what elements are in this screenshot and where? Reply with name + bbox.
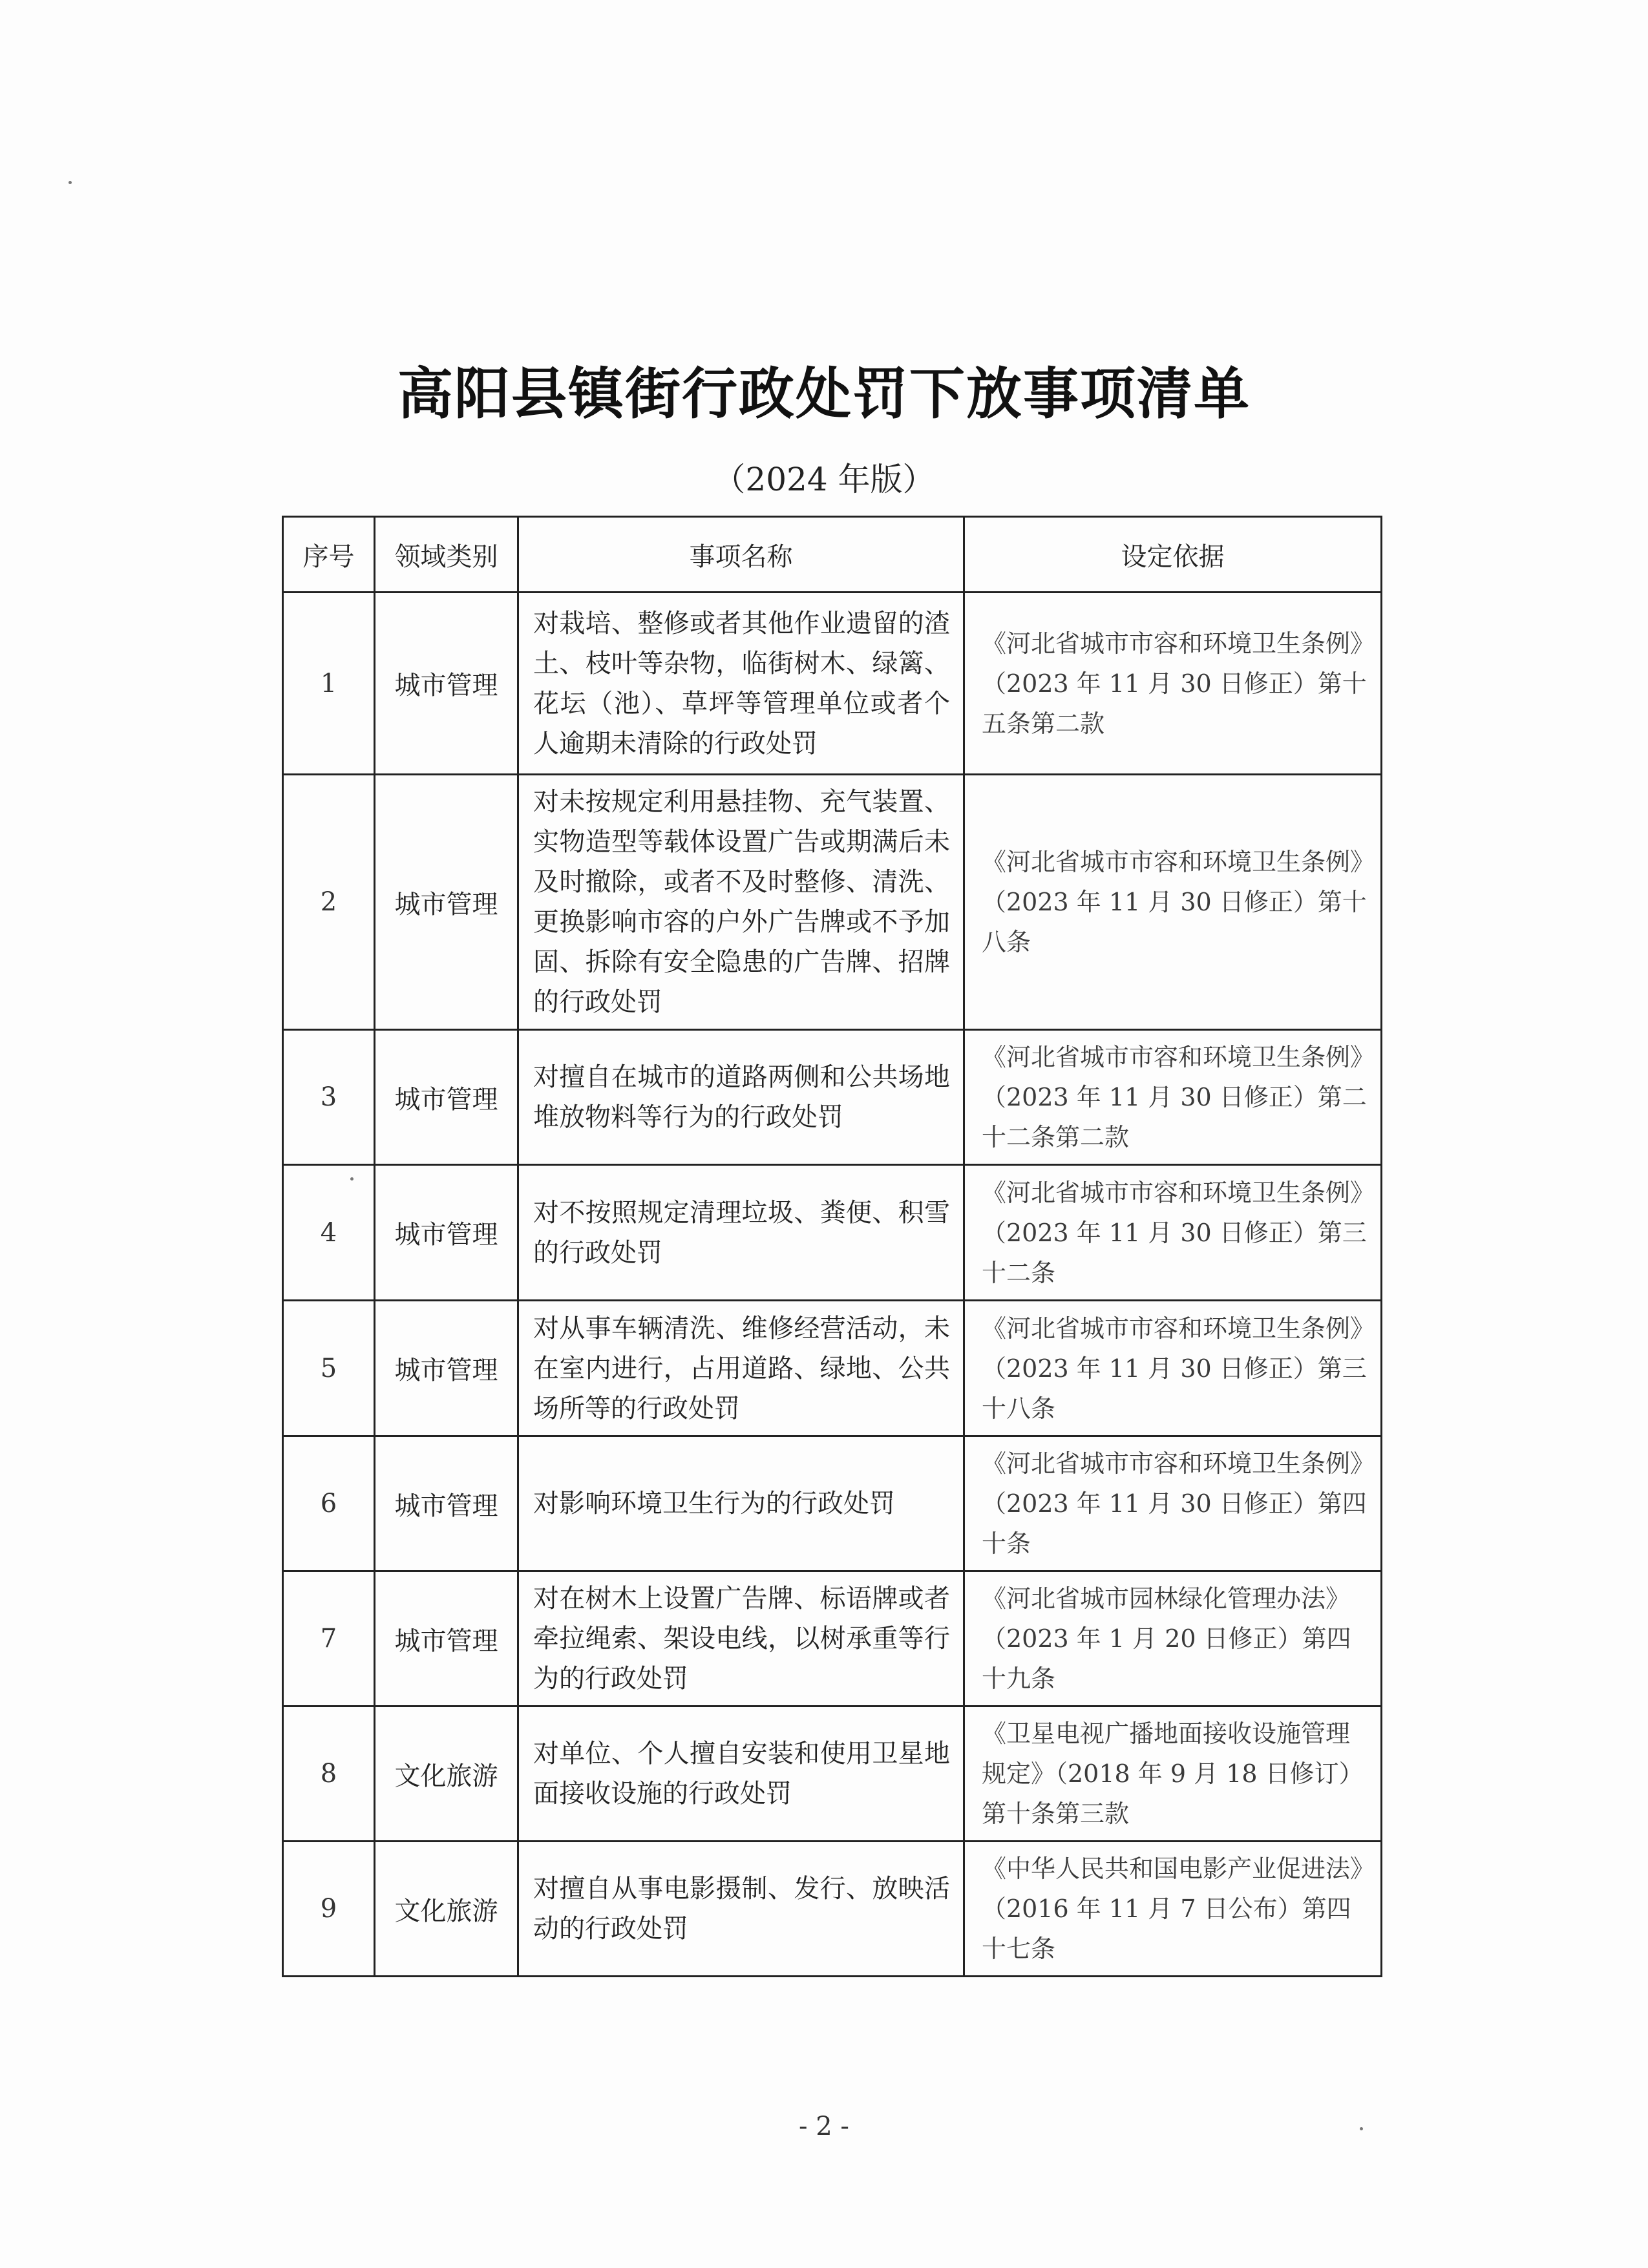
header-item: 事项名称	[518, 517, 964, 593]
row-no: 3	[283, 1030, 375, 1165]
table-row	[283, 1706, 1382, 1842]
table-row	[283, 1571, 1382, 1706]
row-no: 2	[283, 775, 375, 1030]
row-category: 城市管理	[375, 1165, 518, 1301]
row-no: 6	[283, 1436, 375, 1571]
table-header-row	[283, 517, 1382, 593]
row-no: 1	[283, 593, 375, 775]
row-basis: 《中华人民共和国电影产业促进法》（2016 年 11 月 7 日公布）第四十七条	[964, 1842, 1382, 1977]
header-category: 领域类别	[375, 517, 518, 593]
header-basis: 设定依据	[964, 517, 1382, 593]
table-row	[283, 1436, 1382, 1571]
row-no: 8	[283, 1706, 375, 1842]
row-no: 7	[283, 1571, 375, 1706]
row-no: 4	[283, 1165, 375, 1301]
table-row	[283, 593, 1382, 775]
table-row	[283, 1165, 1382, 1301]
row-item: 对栽培、整修或者其他作业遗留的渣土、枝叶等杂物，临街树木、绿篱、花坛（池）、草坪等管理单位或者个人逾期未清除的行政处罚	[518, 593, 964, 775]
table-row	[283, 1301, 1382, 1436]
scan-speck	[69, 181, 72, 184]
row-category: 城市管理	[375, 593, 518, 775]
row-no: 9	[283, 1842, 375, 1977]
row-category: 城市管理	[375, 1436, 518, 1571]
row-basis: 《河北省城市市容和环境卫生条例》（2023 年 11 月 30 日修正）第三十二条	[964, 1165, 1382, 1301]
row-item: 对从事车辆清洗、维修经营活动，未在室内进行，占用道路、绿地、公共场所等的行政处罚	[518, 1301, 964, 1436]
row-basis: 《河北省城市市容和环境卫生条例》（2023 年 11 月 30 日修正）第四十条	[964, 1436, 1382, 1571]
row-basis: 《河北省城市市容和环境卫生条例》（2023 年 11 月 30 日修正）第十五条第二款	[964, 593, 1382, 775]
row-item: 对不按照规定清理垃圾、粪便、积雪的行政处罚	[518, 1165, 964, 1301]
row-category: 文化旅游	[375, 1706, 518, 1842]
table-row	[283, 1842, 1382, 1977]
row-category: 城市管理	[375, 1301, 518, 1436]
row-category: 城市管理	[375, 1030, 518, 1165]
row-basis: 《河北省城市园林绿化管理办法》（2023 年 1 月 20 日修正）第四十九条	[964, 1571, 1382, 1706]
row-item: 对影响环境卫生行为的行政处罚	[518, 1436, 964, 1571]
row-item: 对擅自在城市的道路两侧和公共场地堆放物料等行为的行政处罚	[518, 1030, 964, 1165]
table-row	[283, 1030, 1382, 1165]
row-basis: 《河北省城市市容和环境卫生条例》（2023 年 11 月 30 日修正）第二十二条第二款	[964, 1030, 1382, 1165]
page-number: - 2 -	[799, 2112, 849, 2141]
row-basis: 《卫星电视广播地面接收设施管理规定》（2018 年 9 月 18 日修订）第十条第三款	[964, 1706, 1382, 1842]
row-basis: 《河北省城市市容和环境卫生条例》（2023 年 11 月 30 日修正）第十八条	[964, 775, 1382, 1030]
document-title: 高阳县镇街行政处罚下放事项清单	[397, 361, 1251, 426]
item-list-table	[282, 516, 1382, 1977]
row-category: 城市管理	[375, 775, 518, 1030]
row-category: 城市管理	[375, 1571, 518, 1706]
table-row	[283, 775, 1382, 1030]
row-basis: 《河北省城市市容和环境卫生条例》（2023 年 11 月 30 日修正）第三十八条	[964, 1301, 1382, 1436]
row-category: 文化旅游	[375, 1842, 518, 1977]
row-item: 对未按规定利用悬挂物、充气装置、实物造型等载体设置广告或期满后未及时撤除，或者不及时整修、清洗、更换影响市容的户外广告牌或不予加固、拆除有安全隐患的广告牌、招牌的行政处罚	[518, 775, 964, 1030]
scan-speck	[1360, 2127, 1363, 2130]
scan-speck	[350, 1177, 354, 1181]
row-item: 对擅自从事电影摄制、发行、放映活动的行政处罚	[518, 1842, 964, 1977]
row-item: 对在树木上设置广告牌、标语牌或者牵拉绳索、架设电线，以树承重等行为的行政处罚	[518, 1571, 964, 1706]
row-item: 对单位、个人擅自安装和使用卫星地面接收设施的行政处罚	[518, 1706, 964, 1842]
header-no: 序号	[283, 517, 375, 593]
document-subtitle: （2024 年版）	[713, 461, 935, 498]
row-no: 5	[283, 1301, 375, 1436]
